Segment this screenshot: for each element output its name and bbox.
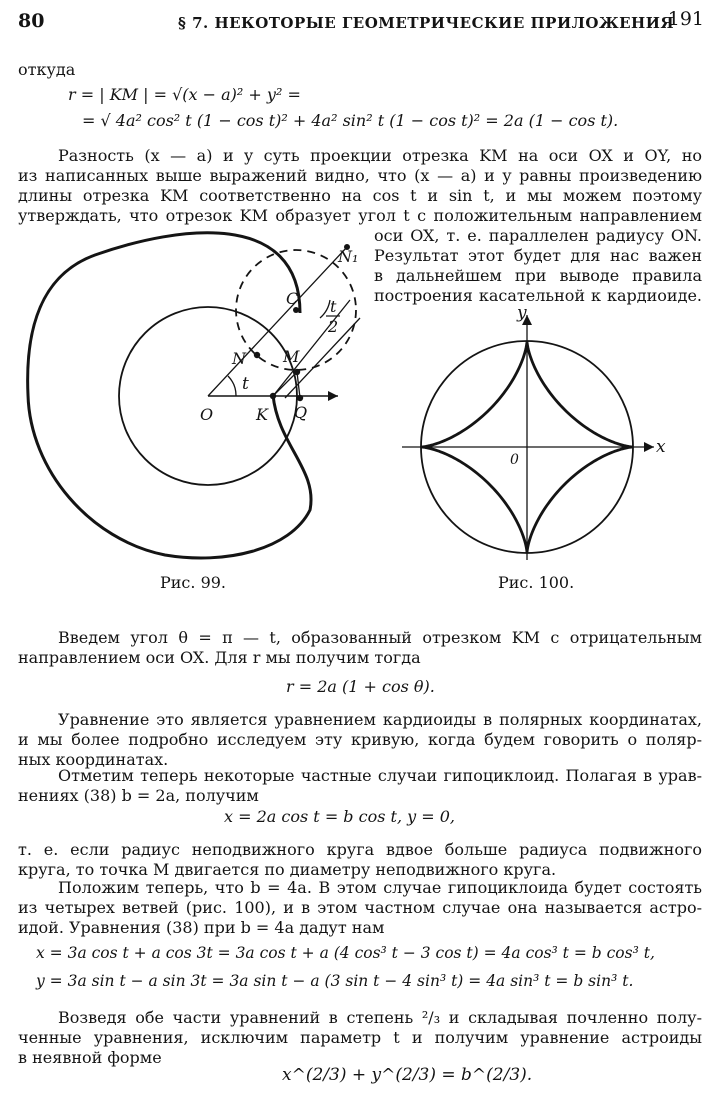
paragraph-line: и мы более подробно исследуем эту кривую, когда будем говорить о поляр-: [18, 730, 702, 749]
caption-fig-100: Рис. 100.: [498, 573, 575, 592]
label-o: O: [200, 405, 214, 424]
equation-r-expanded: = √ 4a² cos² t (1 − cos t)² + 4a² sin² t (1 − cos t)² = 2a (1 − cos t).: [82, 111, 619, 130]
label-k: K: [256, 405, 268, 424]
label-x: x: [656, 437, 666, 457]
paragraph-diameter: [18, 840, 702, 880]
paragraph-line: Положим теперь, что b = 4a. В этом случае гипоциклоида будет состоять: [58, 878, 702, 897]
paragraph-line: построения касательной к кардиоиде.: [374, 286, 702, 305]
paragraph-hypocycloid: [18, 766, 702, 806]
equation-astroid-x: x = 3a cos t + a cos 3t = 3a cos t + a (4 cos³ t − 3 cos t) = 4a cos³ t = b cos³ t,: [36, 944, 655, 962]
paragraph-projection-wrap: [374, 226, 702, 306]
equation-astroid-y: y = 3a sin t − a sin 3t = 3a sin t − a (3 sin t − 4 sin³ t) = 4a sin³ t = b sin³ t.: [36, 972, 634, 990]
paragraph-line: из написанных выше выражений видно, что (x — a) и y равны произведению: [18, 166, 702, 185]
label-m: M: [283, 347, 300, 366]
paragraph-line: в дальнейшем при выводе правила: [374, 266, 702, 285]
segment-kq-line: [273, 372, 297, 396]
equation-astroid-implicit: x^(2/3) + y^(2/3) = b^(2/3).: [282, 1065, 533, 1085]
paragraph-line: ных координатах.: [18, 750, 169, 769]
paragraph-line: идой. Уравнения (38) при b = 4a дадут нам: [18, 918, 385, 937]
paragraph-line: направлением оси OX. Для r мы получим тогда: [18, 648, 421, 667]
paragraph-line: в неявной форме: [18, 1048, 162, 1067]
paragraph-line: из четырех ветвей (рис. 100), и в этом частном случае она называется астро-: [18, 898, 702, 917]
paragraph-line: круга, то точка M двигается по диаметру неподвижного круга.: [18, 860, 557, 879]
figure-99-cardioid: [0, 226, 372, 576]
angle-t2-arc: [320, 300, 330, 318]
paragraph-line: Возведя обе части уравнений в степень ²/₃ и складывая почленно полу-: [58, 1008, 702, 1027]
page-number-right: 191: [667, 8, 704, 30]
figure-100-astroid: [390, 300, 680, 568]
paragraph-line: нениях (38) b = 2a, получим: [18, 786, 259, 805]
running-title: § 7. НЕКОТОРЫЕ ГЕОМЕТРИЧЕСКИЕ ПРИЛОЖЕНИЯ: [178, 14, 675, 32]
angle-t-arc: [228, 376, 236, 396]
label-t2-den: 2: [328, 317, 339, 336]
paragraph-cardioid: [18, 710, 702, 770]
axis-arrow-icon: [328, 391, 338, 401]
equation-r-km: r = | KM | = √(x − a)² + y² =: [68, 85, 301, 104]
label-y: y: [517, 303, 527, 323]
label-n: N: [232, 349, 246, 368]
caption-fig-99: Рис. 99.: [160, 573, 227, 592]
paragraph-line: длины отрезка KM соответственно на cos t и sin t, и мы можем поэтому: [18, 186, 702, 205]
point-n-dot: [254, 352, 260, 358]
paragraph-astroid: [18, 878, 702, 938]
paragraph-implicit: [18, 1008, 702, 1068]
point-q-dot: [297, 395, 303, 401]
paragraph-projection: [18, 146, 702, 226]
label-c: C: [286, 289, 299, 308]
otkuda-text: откуда: [18, 60, 76, 79]
paragraph-line: ченные уравнения, исключим параметр t и получим уравнение астроиды: [18, 1028, 702, 1047]
point-k-dot: [270, 393, 276, 399]
paragraph-line: т. е. если радиус неподвижного круга вдвое больше радиуса подвижного: [18, 840, 702, 859]
paragraph-line: Уравнение это является уравнением кардиоиды в полярных координатах,: [58, 710, 702, 729]
radius-on-line: [208, 247, 347, 396]
paragraph-line: Отметим теперь некоторые частные случаи гипоциклоид. Полагая в урав-: [58, 766, 702, 785]
label-t2-num: t: [330, 297, 337, 316]
equation-cardioid-polar: r = 2a (1 + cos θ).: [286, 677, 435, 696]
axis-x-arrow-icon: [644, 442, 654, 452]
paragraph-line: Введем угол θ = π — t, образованный отрезком KM с отрицательным: [58, 628, 702, 647]
page-number-left: 80: [18, 10, 45, 32]
equation-b-2a: x = 2a cos t = b cos t, y = 0,: [224, 807, 456, 826]
paragraph-line: Результат этот будет для нас важен: [374, 246, 702, 265]
paragraph-theta: [18, 628, 702, 668]
paragraph-line: утверждать, что отрезок KM образует угол t с положительным направлением: [18, 206, 702, 225]
label-n1: N₁: [338, 247, 359, 266]
paragraph-line: оси OX, т. е. параллелен радиусу ON.: [374, 226, 702, 245]
paragraph-line: Разность (x — a) и y суть проекции отрезка KM на оси OX и OY, но: [58, 146, 702, 165]
point-m-dot: [294, 369, 300, 375]
label-origin: 0: [510, 452, 519, 468]
label-t: t: [242, 374, 249, 394]
label-q: Q: [294, 403, 308, 422]
